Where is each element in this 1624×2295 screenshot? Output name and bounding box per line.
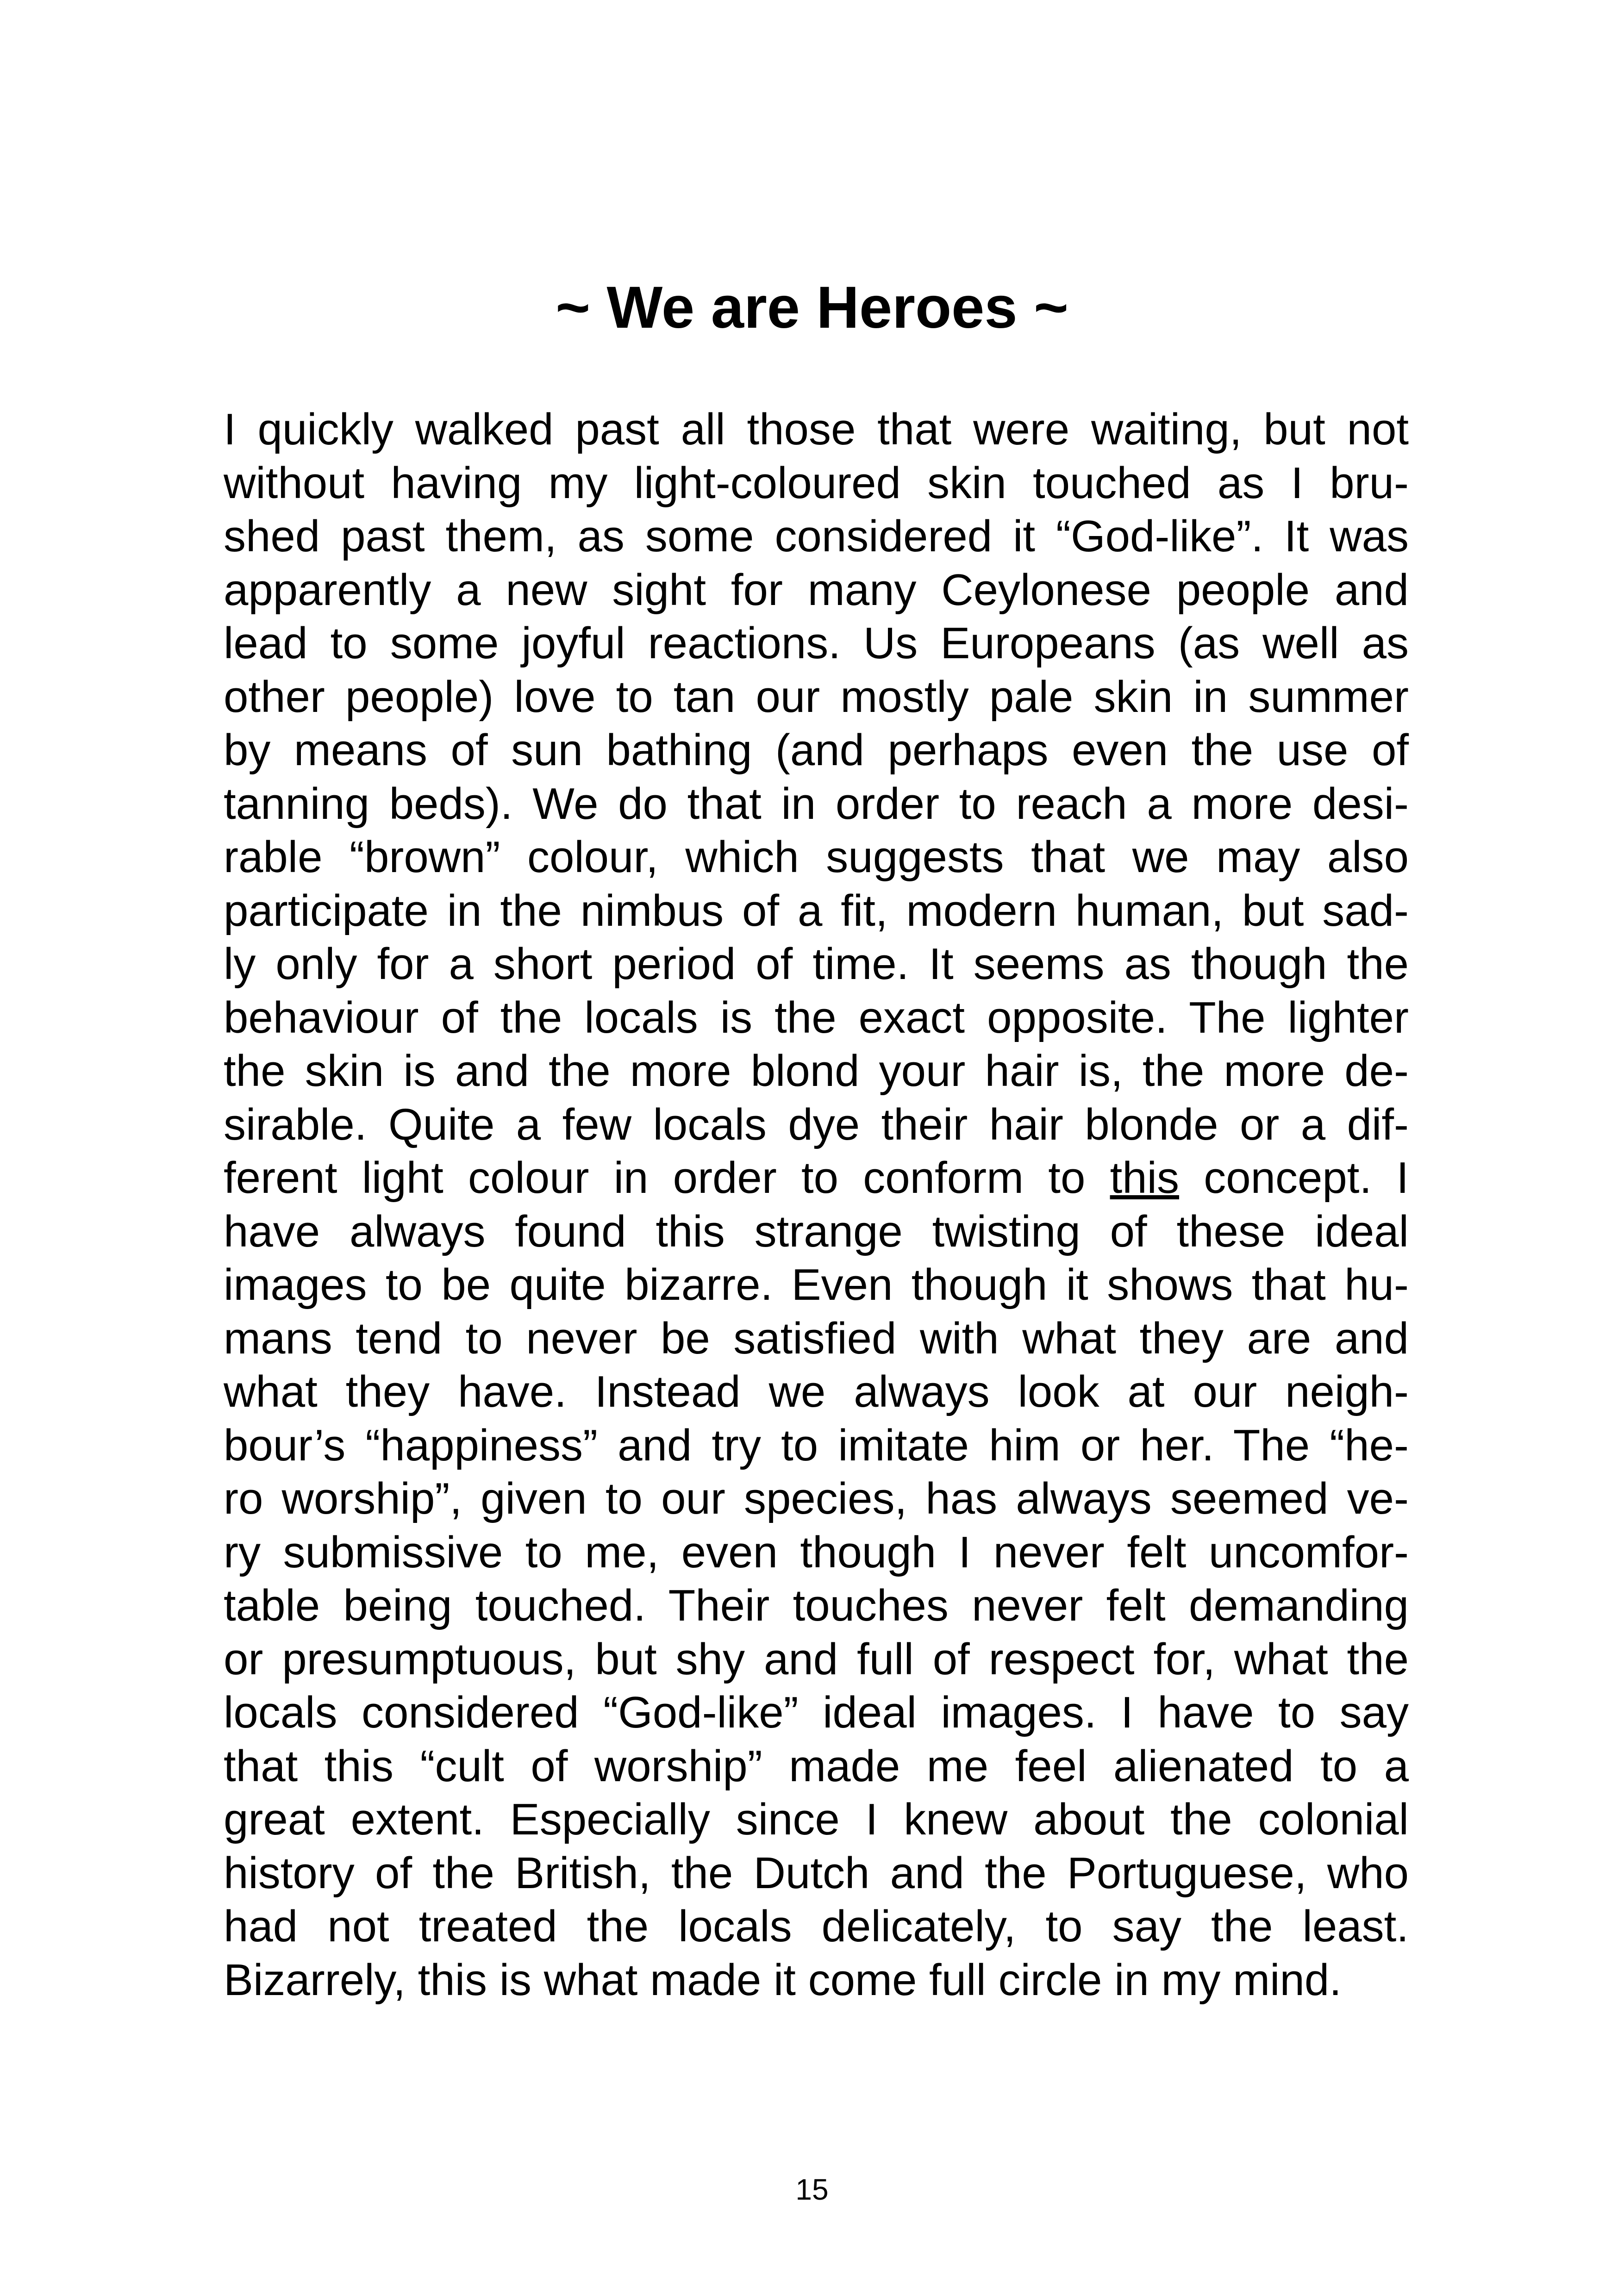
text-line: participate in the nimbus of a fit, modern human, but sad-: [224, 886, 1409, 935]
text-line: lead to some joyful reactions. Us Europeans (as well as: [224, 618, 1409, 668]
page-number: 15: [795, 2173, 829, 2206]
text-line: great extent. Especially since I knew about the colonial: [224, 1795, 1409, 1844]
text-line: ro worship”, given to our species, has always seemed ve-: [224, 1474, 1409, 1523]
text-line: the skin is and the more blond your hair is, the more de-: [224, 1046, 1409, 1096]
text-line: I quickly walked past all those that were waiting, but not: [224, 405, 1409, 454]
text-line: mans tend to never be satisfied with what they are and: [224, 1313, 1409, 1363]
text-line: images to be quite bizarre. Even though it shows that hu-: [224, 1260, 1409, 1310]
text-line-with-underline: [224, 1151, 1409, 1205]
text-line: apparently a new sight for many Ceylonese people and: [224, 565, 1409, 615]
chapter-title: ~ We are Heroes ~: [556, 274, 1068, 341]
text-line: that this “cult of worship” made me feel alienated to a: [224, 1741, 1409, 1791]
underlined-word: this: [1110, 1153, 1179, 1203]
text-segment: ferent light colour in order to conform to: [224, 1153, 1110, 1203]
text-line: tanning beds). We do that in order to reach a more desi-: [224, 779, 1409, 829]
text-line: history of the British, the Dutch and the Portuguese, who: [224, 1848, 1409, 1898]
body-paragraph: [224, 403, 1409, 2007]
text-line: behaviour of the locals is the exact opposite. The lighter: [224, 992, 1409, 1042]
text-line: had not treated the locals delicately, to say the least.: [224, 1902, 1409, 1951]
text-line: by means of sun bathing (and perhaps even the use of: [224, 725, 1409, 775]
text-line: rable “brown” colour, which suggests that we may also: [224, 832, 1409, 882]
text-line: bour’s “happiness” and try to imitate him or her. The “he-: [224, 1420, 1409, 1470]
text-line: table being touched. Their touches never felt demanding: [224, 1581, 1409, 1630]
text-line: ry submissive to me, even though I never felt uncomfor-: [224, 1527, 1409, 1577]
text-line: or presumptuous, but shy and full of respect for, what the: [224, 1634, 1409, 1684]
text-line: ly only for a short period of time. It seems as though the: [224, 939, 1409, 989]
text-line: shed past them, as some considered it “God-like”. It was: [224, 511, 1409, 561]
text-line: other people) love to tan our mostly pale skin in summer: [224, 672, 1409, 722]
text-line: without having my light-coloured skin touched as I bru-: [224, 458, 1409, 508]
text-line: what they have. Instead we always look at our neigh-: [224, 1367, 1409, 1416]
text-segment: concept. I: [1179, 1153, 1409, 1203]
text-line-last: Bizarrely, this is what made it come full circle in my mind.: [224, 1955, 1342, 2005]
text-line: have always found this strange twisting of these ideal: [224, 1206, 1409, 1256]
text-line: sirable. Quite a few locals dye their hair blonde or a dif-: [224, 1099, 1409, 1149]
text-line: locals considered “God-like” ideal images. I have to say: [224, 1688, 1409, 1737]
